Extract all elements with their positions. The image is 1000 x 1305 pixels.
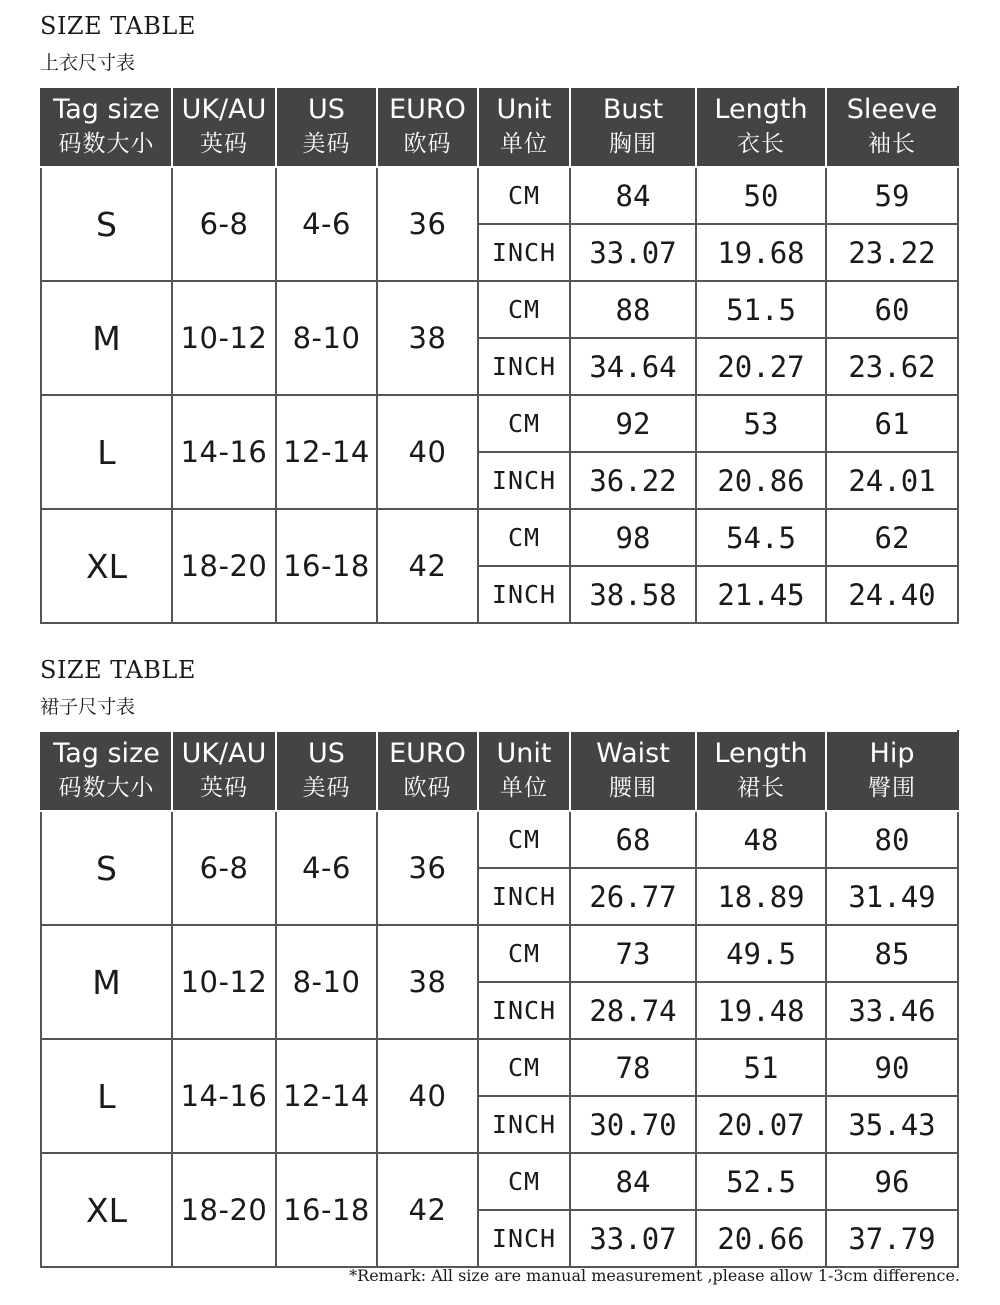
column-header-en: Waist xyxy=(596,738,670,769)
column-header xyxy=(172,731,276,811)
measurement-cell: 98 xyxy=(570,509,696,566)
column-header xyxy=(478,731,570,811)
column-header xyxy=(172,87,276,167)
measurement-cell: 28.74 xyxy=(570,982,696,1039)
us-cell: 12-14 xyxy=(276,395,377,509)
table-row xyxy=(41,925,958,982)
column-header xyxy=(696,731,826,811)
measurement-cell: 92 xyxy=(570,395,696,452)
column-header xyxy=(276,87,377,167)
uk-au-cell: 14-16 xyxy=(172,1039,276,1153)
column-header-cn: 码数大小 xyxy=(58,131,155,157)
column-header-cn: 码数大小 xyxy=(58,775,155,801)
measurement-cell: 31.49 xyxy=(826,868,958,925)
measurement-cell: 90 xyxy=(826,1039,958,1096)
euro-cell: 42 xyxy=(377,1153,478,1267)
column-header xyxy=(377,731,478,811)
euro-cell: 40 xyxy=(377,1039,478,1153)
column-header xyxy=(570,87,696,167)
unit-cell-inch: INCH xyxy=(478,868,570,925)
measurement-cell: 20.27 xyxy=(696,338,826,395)
column-header xyxy=(570,731,696,811)
us-cell: 4-6 xyxy=(276,167,377,281)
measurement-cell: 50 xyxy=(696,167,826,224)
euro-cell: 40 xyxy=(377,395,478,509)
unit-cell-inch: INCH xyxy=(478,566,570,623)
tops-body xyxy=(41,167,958,623)
table-row xyxy=(41,281,958,338)
column-header-cn: 衣长 xyxy=(737,131,785,157)
unit-cell-inch: INCH xyxy=(478,1096,570,1153)
column-header-en: Sleeve xyxy=(846,94,938,125)
uk-au-cell: 14-16 xyxy=(172,395,276,509)
column-header xyxy=(478,87,570,167)
column-header-cn: 单位 xyxy=(500,131,548,157)
measurement-cell: 34.64 xyxy=(570,338,696,395)
uk-au-cell: 18-20 xyxy=(172,1153,276,1267)
column-header-cn: 欧码 xyxy=(403,131,452,157)
tops-size-table xyxy=(40,86,959,624)
measurement-cell: 33.46 xyxy=(826,982,958,1039)
measurement-cell: 19.68 xyxy=(696,224,826,281)
unit-cell-inch: INCH xyxy=(478,338,570,395)
us-cell: 12-14 xyxy=(276,1039,377,1153)
measurement-cell: 68 xyxy=(570,811,696,868)
unit-cell-cm: CM xyxy=(478,167,570,224)
column-header-en: Length xyxy=(714,738,808,769)
unit-cell-inch: INCH xyxy=(478,224,570,281)
measurement-cell: 62 xyxy=(826,509,958,566)
tops-header-row xyxy=(41,87,958,167)
column-header xyxy=(377,87,478,167)
measurement-cell: 51 xyxy=(696,1039,826,1096)
us-cell: 16-18 xyxy=(276,509,377,623)
measurement-cell: 84 xyxy=(570,167,696,224)
euro-cell: 38 xyxy=(377,281,478,395)
column-header-en: Length xyxy=(714,94,808,125)
column-header-en: Bust xyxy=(602,94,664,125)
table-row xyxy=(41,509,958,566)
measurement-cell: 23.62 xyxy=(826,338,958,395)
column-header-en: EURO xyxy=(389,94,466,125)
column-header xyxy=(696,87,826,167)
measurement-cell: 85 xyxy=(826,925,958,982)
measurement-cell: 23.22 xyxy=(826,224,958,281)
column-header-cn: 胸围 xyxy=(609,131,657,157)
uk-au-cell: 18-20 xyxy=(172,509,276,623)
column-header-en: EURO xyxy=(389,738,466,769)
measurement-cell: 73 xyxy=(570,925,696,982)
measurement-cell: 30.70 xyxy=(570,1096,696,1153)
measurement-cell: 60 xyxy=(826,281,958,338)
skirts-subtitle: 裙子尺寸表 xyxy=(40,696,136,718)
uk-au-cell: 10-12 xyxy=(172,281,276,395)
measurement-cell: 26.77 xyxy=(570,868,696,925)
us-cell: 8-10 xyxy=(276,925,377,1039)
measurement-cell: 37.79 xyxy=(826,1210,958,1267)
uk-au-cell: 6-8 xyxy=(172,167,276,281)
column-header xyxy=(826,731,958,811)
euro-cell: 38 xyxy=(377,925,478,1039)
column-header-cn: 美码 xyxy=(302,131,351,157)
measurement-cell: 35.43 xyxy=(826,1096,958,1153)
tag-size-cell: XL xyxy=(41,509,172,623)
column-header-cn: 英码 xyxy=(200,131,248,157)
us-cell: 8-10 xyxy=(276,281,377,395)
column-header-en: Tag size xyxy=(53,738,160,769)
euro-cell: 42 xyxy=(377,509,478,623)
unit-cell-cm: CM xyxy=(478,1153,570,1210)
unit-cell-inch: INCH xyxy=(478,982,570,1039)
tag-size-cell: L xyxy=(41,395,172,509)
column-header-cn: 臀围 xyxy=(868,775,916,801)
unit-cell-cm: CM xyxy=(478,811,570,868)
column-header-en: UK/AU xyxy=(181,738,267,769)
unit-cell-cm: CM xyxy=(478,509,570,566)
unit-cell-cm: CM xyxy=(478,1039,570,1096)
measurement-cell: 80 xyxy=(826,811,958,868)
column-header-cn: 美码 xyxy=(302,775,351,801)
tag-size-cell: S xyxy=(41,811,172,925)
table-row xyxy=(41,811,958,868)
unit-cell-cm: CM xyxy=(478,395,570,452)
table-row xyxy=(41,1039,958,1096)
column-header xyxy=(826,87,958,167)
us-cell: 16-18 xyxy=(276,1153,377,1267)
column-header-en: Tag size xyxy=(53,94,160,125)
measurement-cell: 24.01 xyxy=(826,452,958,509)
measurement-cell: 18.89 xyxy=(696,868,826,925)
column-header-cn: 单位 xyxy=(500,775,548,801)
measurement-cell: 84 xyxy=(570,1153,696,1210)
euro-cell: 36 xyxy=(377,811,478,925)
measurement-cell: 51.5 xyxy=(696,281,826,338)
measurement-cell: 20.07 xyxy=(696,1096,826,1153)
skirts-header-row xyxy=(41,731,958,811)
uk-au-cell: 6-8 xyxy=(172,811,276,925)
measurement-cell: 24.40 xyxy=(826,566,958,623)
unit-cell-inch: INCH xyxy=(478,452,570,509)
column-header-cn: 裙长 xyxy=(737,775,785,801)
column-header-en: US xyxy=(308,94,345,125)
measurement-cell: 33.07 xyxy=(570,224,696,281)
column-header-cn: 腰围 xyxy=(609,775,657,801)
measurement-cell: 78 xyxy=(570,1039,696,1096)
column-header-en: US xyxy=(308,738,345,769)
measurement-cell: 20.66 xyxy=(696,1210,826,1267)
skirts-body xyxy=(41,811,958,1267)
measurement-cell: 59 xyxy=(826,167,958,224)
tops-title: SIZE TABLE xyxy=(40,12,196,40)
tops-subtitle: 上衣尺寸表 xyxy=(40,52,136,74)
measurement-cell: 38.58 xyxy=(570,566,696,623)
skirts-title: SIZE TABLE xyxy=(40,656,196,684)
measurement-cell: 48 xyxy=(696,811,826,868)
column-header xyxy=(41,731,172,811)
measurement-cell: 49.5 xyxy=(696,925,826,982)
remark-note: *Remark: All size are manual measurement ,please allow 1-3cm difference. xyxy=(349,1266,960,1285)
measurement-cell: 52.5 xyxy=(696,1153,826,1210)
measurement-cell: 20.86 xyxy=(696,452,826,509)
column-header-en: Hip xyxy=(869,738,915,769)
unit-cell-cm: CM xyxy=(478,925,570,982)
tag-size-cell: S xyxy=(41,167,172,281)
tag-size-cell: M xyxy=(41,925,172,1039)
measurement-cell: 36.22 xyxy=(570,452,696,509)
column-header-en: Unit xyxy=(496,738,552,769)
measurement-cell: 53 xyxy=(696,395,826,452)
column-header-en: Unit xyxy=(496,94,552,125)
us-cell: 4-6 xyxy=(276,811,377,925)
tag-size-cell: L xyxy=(41,1039,172,1153)
unit-cell-inch: INCH xyxy=(478,1210,570,1267)
tag-size-cell: M xyxy=(41,281,172,395)
column-header-cn: 袖长 xyxy=(868,131,916,157)
column-header-en: UK/AU xyxy=(181,94,267,125)
measurement-cell: 21.45 xyxy=(696,566,826,623)
column-header xyxy=(41,87,172,167)
uk-au-cell: 10-12 xyxy=(172,925,276,1039)
column-header-cn: 欧码 xyxy=(403,775,452,801)
measurement-cell: 61 xyxy=(826,395,958,452)
column-header-cn: 英码 xyxy=(200,775,248,801)
unit-cell-cm: CM xyxy=(478,281,570,338)
measurement-cell: 54.5 xyxy=(696,509,826,566)
measurement-cell: 96 xyxy=(826,1153,958,1210)
tag-size-cell: XL xyxy=(41,1153,172,1267)
euro-cell: 36 xyxy=(377,167,478,281)
measurement-cell: 33.07 xyxy=(570,1210,696,1267)
measurement-cell: 88 xyxy=(570,281,696,338)
table-row xyxy=(41,167,958,224)
column-header xyxy=(276,731,377,811)
table-row xyxy=(41,1153,958,1210)
table-row xyxy=(41,395,958,452)
skirts-size-table xyxy=(40,730,959,1268)
measurement-cell: 19.48 xyxy=(696,982,826,1039)
